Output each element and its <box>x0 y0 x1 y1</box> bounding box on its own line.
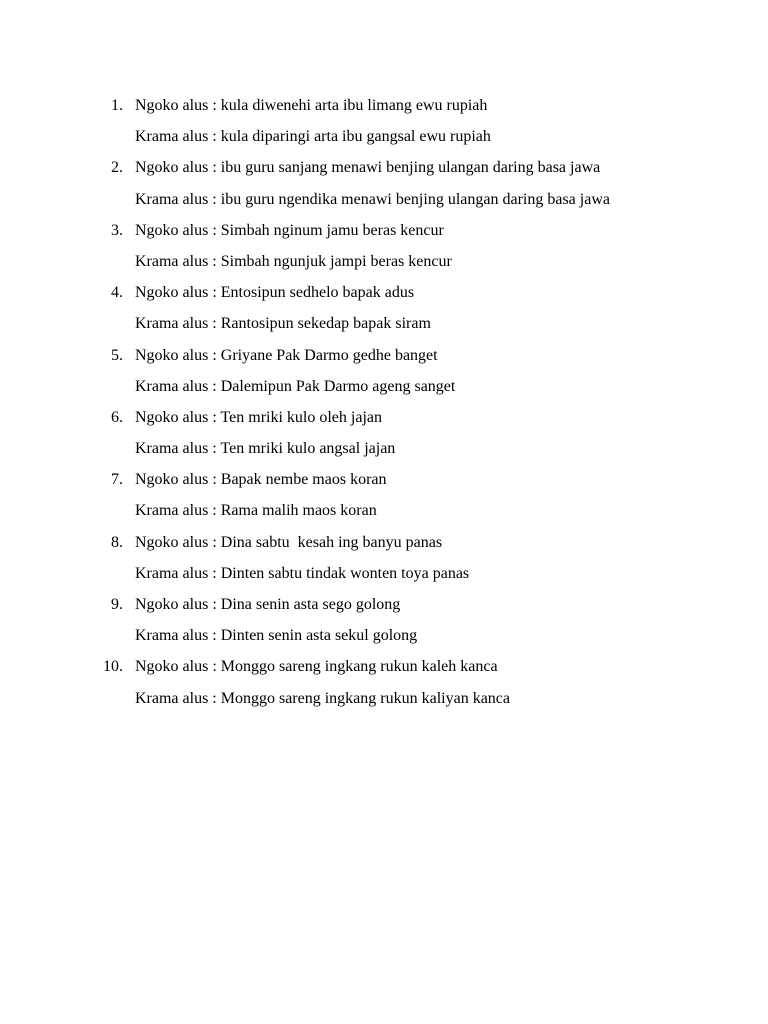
ngoko-line <box>0 402 768 433</box>
list-item <box>0 215 768 277</box>
ngoko-text: Ngoko alus : Simbah nginum jamu beras kencur <box>135 221 444 239</box>
krama-line <box>0 620 768 651</box>
ngoko-text: Ngoko alus : Bapak nembe maos koran <box>135 471 387 489</box>
krama-line <box>0 308 768 339</box>
krama-line <box>0 371 768 402</box>
ngoko-line <box>0 340 768 371</box>
item-number: 8. <box>111 533 123 551</box>
krama-text: Krama alus : Dinten sabtu tindak wonten toya panas <box>135 564 470 582</box>
item-number: 3. <box>111 221 123 239</box>
list-item <box>0 651 768 713</box>
list-item <box>0 464 768 526</box>
item-number: 6. <box>111 408 123 426</box>
item-number: 2. <box>111 159 123 177</box>
ngoko-text: Ngoko alus : Dina sabtu kesah ing banyu panas <box>135 533 443 551</box>
krama-line <box>0 121 768 152</box>
krama-text: Krama alus : Rantosipun sekedap bapak siram <box>135 315 431 333</box>
krama-text: Krama alus : Simbah ngunjuk jampi beras kencur <box>135 252 452 270</box>
item-number: 5. <box>111 346 123 364</box>
ngoko-line <box>0 527 768 558</box>
item-number: 1. <box>111 97 123 114</box>
krama-line <box>0 433 768 464</box>
ngoko-text: Ngoko alus : kula diwenehi arta ibu limang ewu rupiah <box>135 97 488 114</box>
krama-text: Krama alus : Rama malih maos koran <box>135 502 377 520</box>
ngoko-line <box>0 651 768 682</box>
ngoko-text: Ngoko alus : Monggo sareng ingkang rukun kaleh kanca <box>135 658 498 676</box>
krama-text: Krama alus : Dalemipun Pak Darmo ageng sanget <box>135 377 456 395</box>
krama-line <box>0 683 768 714</box>
krama-line <box>0 495 768 526</box>
ngoko-line <box>0 215 768 246</box>
item-number: 9. <box>111 596 123 613</box>
krama-text: Krama alus : ibu guru ngendika menawi benjing ulangan daring basa jawa <box>135 190 610 208</box>
ngoko-text: Ngoko alus : Entosipun sedhelo bapak adus <box>135 284 415 302</box>
ngoko-line <box>0 589 768 620</box>
ngoko-text: Ngoko alus : Griyane Pak Darmo gedhe banget <box>135 346 438 364</box>
list-item <box>0 527 768 589</box>
ngoko-line <box>0 90 768 121</box>
krama-text: Krama alus : kula diparingi arta ibu gangsal ewu rupiah <box>135 128 491 146</box>
ngoko-line <box>0 152 768 183</box>
list-item <box>0 277 768 339</box>
krama-text: Krama alus : Monggo sareng ingkang rukun kaliyan kanca <box>135 689 511 707</box>
list-item <box>0 152 768 214</box>
list-item <box>0 402 768 464</box>
krama-text: Krama alus : Dinten senin asta sekul golong <box>135 627 418 645</box>
item-number: 4. <box>111 284 123 302</box>
krama-line <box>0 558 768 589</box>
item-number: 10. <box>103 658 123 676</box>
translation-list <box>0 90 768 714</box>
krama-text: Krama alus : Ten mriki kulo angsal jajan <box>135 440 396 458</box>
ngoko-text: Ngoko alus : ibu guru sanjang menawi benjing ulangan daring basa jawa <box>135 159 601 177</box>
ngoko-text: Ngoko alus : Dina senin asta sego golong <box>135 596 401 613</box>
krama-line <box>0 184 768 215</box>
list-item <box>0 589 768 651</box>
list-item <box>0 340 768 402</box>
ngoko-text: Ngoko alus : Ten mriki kulo oleh jajan <box>135 408 382 426</box>
krama-line <box>0 246 768 277</box>
ngoko-line <box>0 277 768 308</box>
list-item <box>0 90 768 152</box>
item-number: 7. <box>111 471 123 489</box>
ngoko-line <box>0 464 768 495</box>
